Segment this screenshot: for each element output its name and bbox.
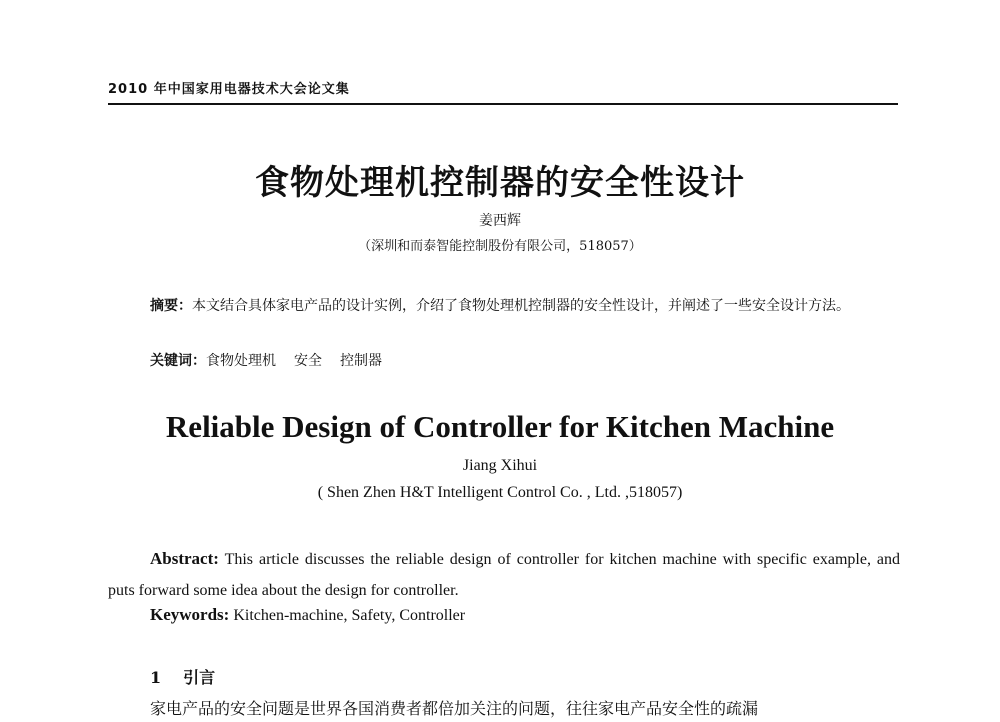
keyword-item: 食物处理机 — [206, 353, 276, 369]
author-english: Jiang Xihui — [462, 457, 538, 474]
keywords-english-label: Keywords: — [150, 605, 230, 624]
abstract-chinese-text: 本文结合具体家电产品的设计实例，介绍了食物处理机控制器的安全性设计，并阐述了一些安全设计方法。 — [192, 298, 850, 314]
abstract-chinese-label: 摘要： — [150, 298, 192, 314]
abstract-english-label: Abstract: — [150, 549, 219, 568]
keywords-english-text: Kitchen-machine, Safety, Controller — [233, 607, 466, 624]
keywords-chinese — [150, 350, 382, 370]
affiliation-chinese: （深圳和而泰智能控制股份有限公司，518057） — [358, 239, 642, 254]
section-heading — [150, 665, 215, 688]
affiliation-english: ( Shen Zhen H&T Intelligent Control Co. , Ltd. ,518057) — [317, 484, 683, 501]
keyword-item: 控制器 — [340, 353, 382, 369]
abstract-english — [108, 543, 900, 606]
section-title: 引言 — [183, 668, 216, 687]
title-chinese: 食物处理机控制器的安全性设计 — [255, 163, 745, 203]
keywords-english — [150, 605, 465, 625]
title-english: Reliable Design of Controller for Kitchen Machine — [165, 409, 835, 444]
running-head: 2010 年中国家用电器技术大会论文集 — [108, 82, 350, 97]
abstract-chinese — [108, 292, 900, 321]
keywords-chinese-label: 关键词： — [150, 353, 206, 369]
author-chinese: 姜西辉 — [479, 213, 521, 229]
keyword-item: 安全 — [294, 353, 322, 369]
header-rule — [108, 103, 898, 105]
section-number: 1 — [150, 668, 162, 687]
body-paragraph: 家电产品的安全问题是世界各国消费者都倍加关注的问题，往往家电产品安全性的疏漏 — [150, 699, 759, 718]
abstract-english-text: This article discusses the reliable design of controller for kitchen machine with specific example, and puts forward some idea about the design for controller. — [108, 551, 900, 599]
